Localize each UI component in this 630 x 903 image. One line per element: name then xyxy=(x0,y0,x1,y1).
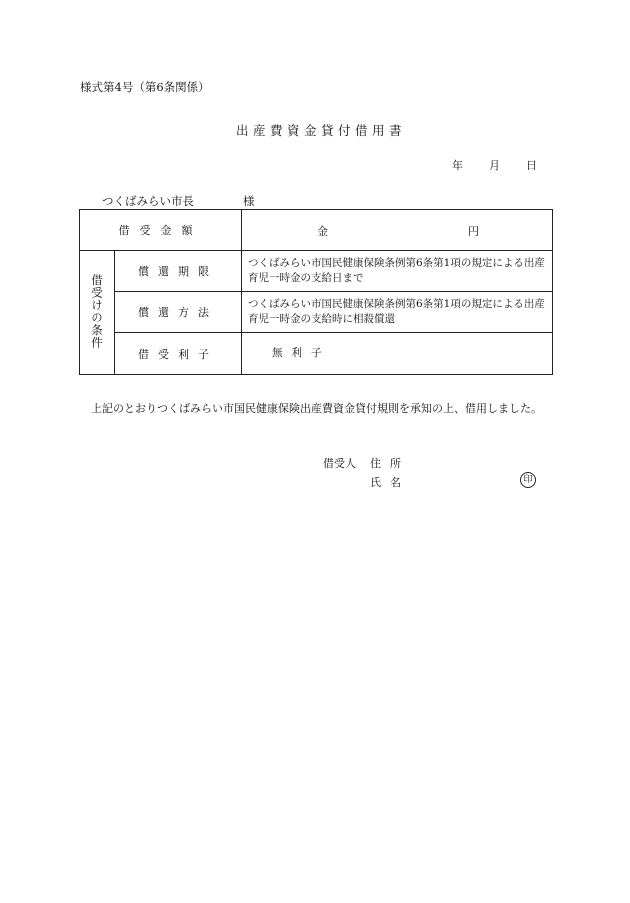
repayment-deadline-text: つくばみらい市国民健康保険条例第6条第1項の規定による出産育児一時金の支給日まで xyxy=(242,251,553,292)
repayment-method-label: 償還方法 xyxy=(115,292,242,333)
seal-mark: 印 xyxy=(520,472,536,488)
condition-row xyxy=(80,333,553,375)
amount-field xyxy=(242,210,553,251)
condition-row xyxy=(80,292,553,333)
date-month-label: 月 xyxy=(489,159,500,172)
conditions-label: 借受けの条件 xyxy=(90,273,104,349)
date-year-label: 年 xyxy=(452,159,463,172)
repayment-method-text: つくばみらい市国民健康保険条例第6条第1項の規定による出産育児一時金の支給時に相殺償還 xyxy=(242,292,553,333)
interest-label: 借受利子 xyxy=(115,333,242,375)
conditions-label-cell xyxy=(80,251,115,375)
address-label: 住所 xyxy=(370,457,410,470)
loan-terms-table xyxy=(79,209,553,375)
document-title: 出産費資金貸付借用書 xyxy=(236,123,407,138)
amount-prefix: 金 xyxy=(317,225,328,238)
borrower-label: 借受人 xyxy=(323,457,356,470)
honorific: 様 xyxy=(243,194,255,208)
amount-row xyxy=(80,210,553,251)
statement-text: 上記のとおりつくばみらい市国民健康保険出産費資金貸付規則を承知の上、借用しました。 xyxy=(91,402,542,415)
repayment-deadline-label: 償還期限 xyxy=(115,251,242,292)
interest-text: 無利子 xyxy=(242,333,553,375)
statement-paragraph xyxy=(80,400,550,418)
condition-row xyxy=(80,251,553,292)
date-day-label: 日 xyxy=(526,159,537,172)
name-label: 氏名 xyxy=(370,476,410,489)
form-number: 様式第4号（第6条関係） xyxy=(80,80,210,94)
amount-label: 借受金額 xyxy=(80,210,242,251)
addressee: つくばみらい市長 xyxy=(102,194,194,208)
amount-unit: 円 xyxy=(468,225,479,238)
